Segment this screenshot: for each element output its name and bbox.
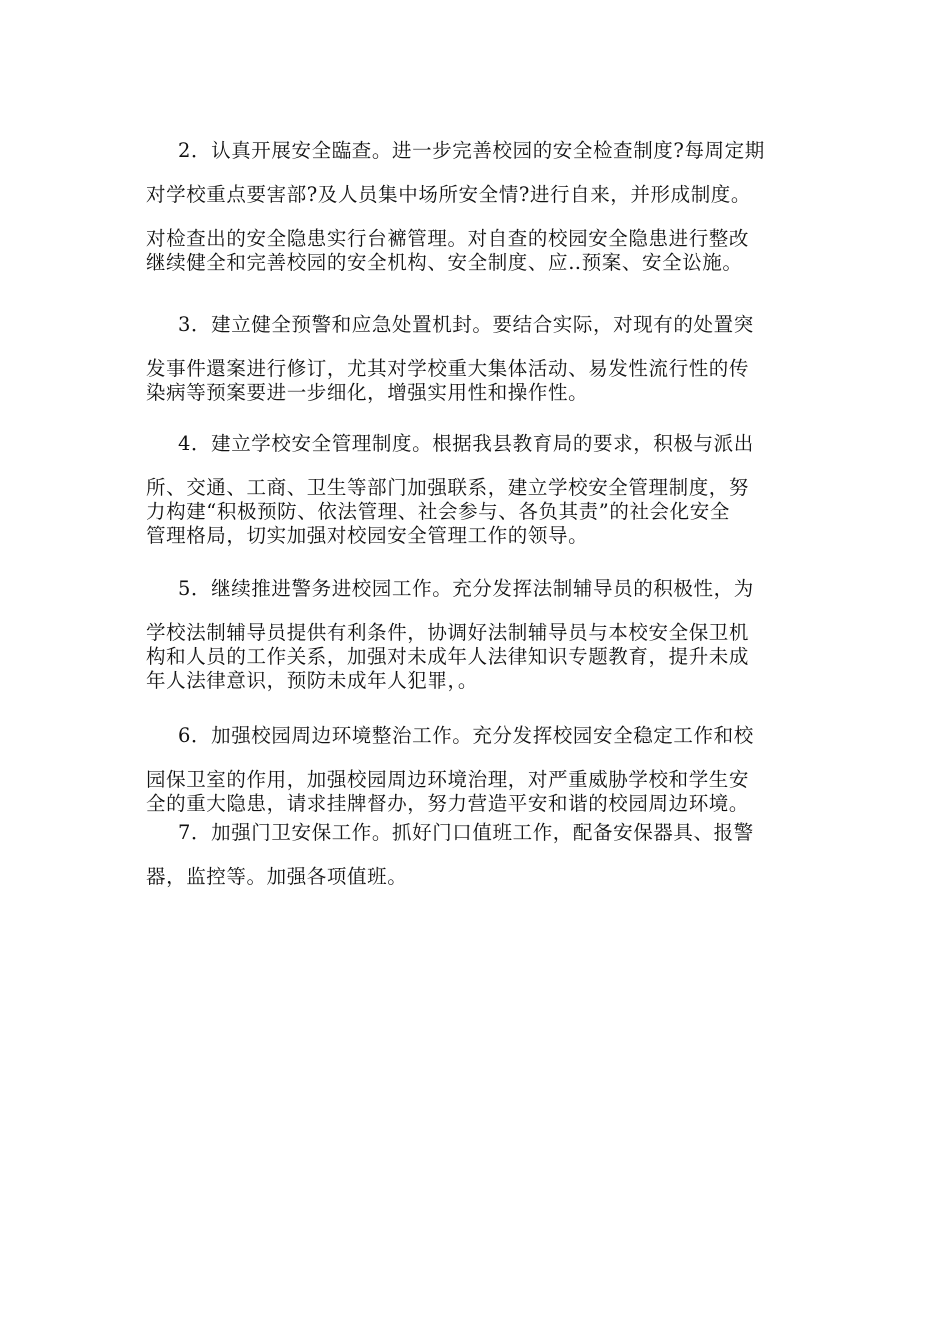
text-line: 学校法制辅导员提供有利条件，协调好法制辅导员与本校安全保卫机 [146,621,750,644]
text-line: 2．认真开展安全臨查。进一步完善校园的安全检查制度?每周定期 [178,139,765,162]
text-line: 发事件還案进行修订，尤其对学校重大集体活动、易发性流行性的传 [146,357,750,380]
text-line: 4．建立学校安全管理制度。根据我县教育局的要求，积极与派出 [178,432,754,455]
text-line: 力构建“积极预防、依法管理、社会参与、各负其责”的社会化安全 [146,500,730,523]
text-line: 器，监控等。加强各项值班。 [146,865,408,888]
text-line: 全的重大隐患，请求挂牌督办，努力营造平安和谐的校园周边环境。 [146,792,750,815]
text-line: 继续健全和完善校园的安全机构、安全制度、应‥预案、安全讼施。 [146,251,743,274]
paragraph-item-2 [146,136,810,278]
text-line: 所、交通、工商、卫生等部门加强联系，建立学校安全管理制度，努 [146,476,750,499]
text-line: 6．加强校园周边环境整治工作。充分发挥校园安全稳定工作和校 [178,724,754,747]
text-line: 园保卫室的作用，加强校园周边环境治理，对严重威胁学校和学生安 [146,768,750,791]
text-line: 对学校重点要害部?及人员集中场所安全情?进行自来，并形成制度。 [146,183,752,206]
paragraph-item-4 [146,429,810,551]
text-line: 5．继续推进警务进校园工作。充分发挥法制辅导员的积极性，为 [178,577,754,600]
text-line: 7．加强门卫安保工作。抓好门口值班工作，配备安保器具、报警 [178,821,754,844]
paragraph-item-3 [146,310,810,408]
text-line: 构和人员的工作关系，加强对未成年人法律知识专题教育，提升未成 [146,645,750,668]
text-line: 对检查出的安全隐患实行台褯管理。对自查的校园安全隐患进行整改 [146,227,750,250]
paragraph-item-5 [146,574,810,696]
paragraph-item-7 [146,818,810,892]
text-line: 3．建立健全预警和应急处置机封。要结合实际，对现有的处置突 [178,313,754,336]
text-line: 年人法律意识，预防未成年人犯罪，。 [146,669,478,692]
paragraph-item-6 [146,721,810,819]
text-line: 染病等预案要进一步细化，增强实用性和操作性。 [146,381,589,404]
text-line: 管理格局，切实加强对校园安全管理工作的领导。 [146,524,589,547]
